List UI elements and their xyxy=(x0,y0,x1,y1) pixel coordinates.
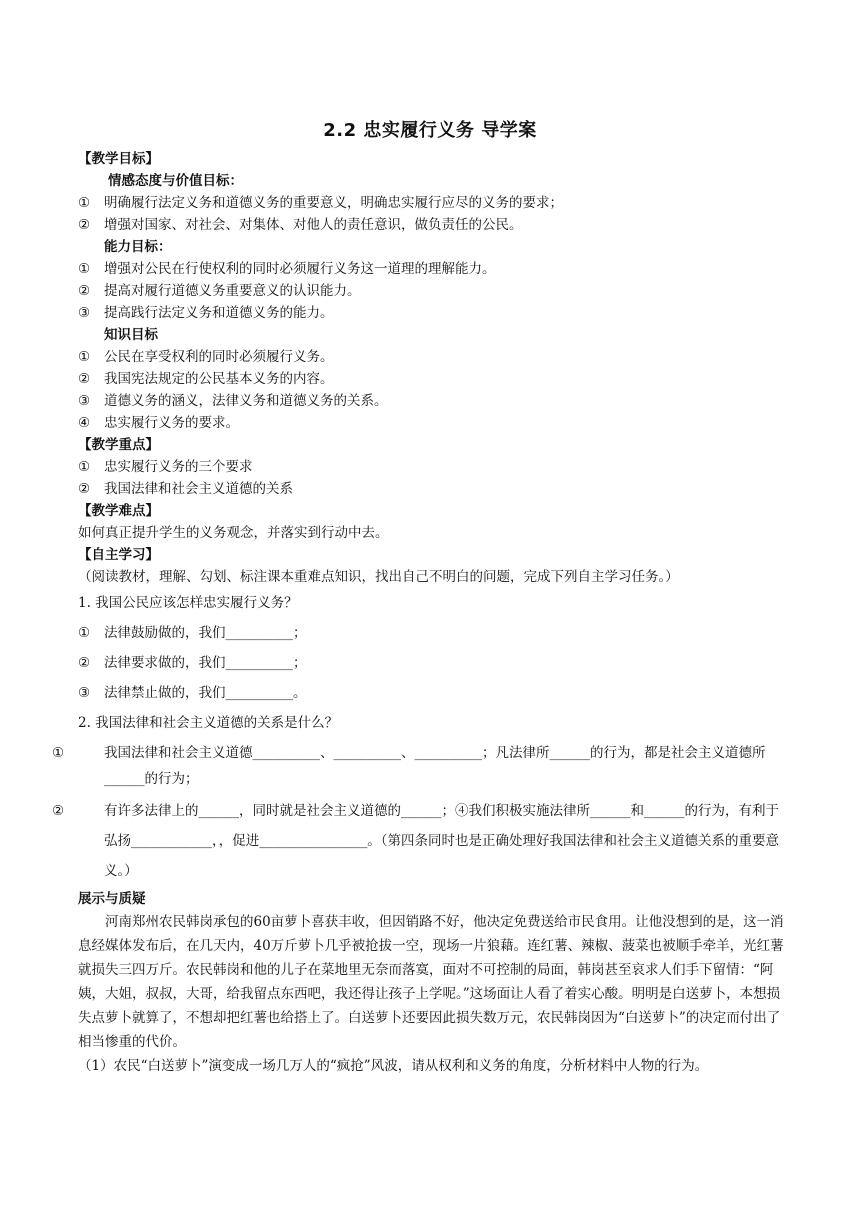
list-item xyxy=(52,740,790,792)
item-number: ② xyxy=(78,217,91,233)
item-number: ① xyxy=(78,261,91,277)
list-item xyxy=(78,302,790,324)
list-item xyxy=(78,678,790,708)
item-text: 我国法律和社会主义道德的关系 xyxy=(104,481,293,497)
item-text: 增强对国家、对社会、对集体、对他人的责任意识，做负责任的公民。 xyxy=(104,217,523,233)
item-text: 提高对履行道德义务重要意义的认识能力。 xyxy=(104,283,361,299)
item-number: ② xyxy=(78,655,91,671)
list-item xyxy=(78,456,790,478)
item-number: ② xyxy=(78,283,91,299)
item-number: ① xyxy=(78,459,91,475)
item-text: 忠实履行义务的要求。 xyxy=(104,415,239,431)
case-paragraph: 河南郑州农民韩岗承包的60亩萝卜喜获丰收，但因销路不好，他决定免费送给市民食用。让他没想到的是，这一消息经媒体发布后，在几天内，40万斤萝卜几乎被抢拔一空，现场一片狼藉。连红薯、辣椒、菠菜也被顺手牵羊，光红薯就损失三四万斤。农民韩岗和他的儿子在菜地里无奈而落寞，面对不可控制的局面，韩岗甚至哀求人们手下留情：“阿姨，大姐，叔叔，大哥，给我留点东西吧，我还得让孩子上学呢。”这场面让人看了着实心酸。明明是白送萝卜，本想损失点萝卜就算了，不想却把红薯也给搭上了。白送萝卜还要因此损失数万元，农民韩岗因为“白送萝卜”的决定而付出了相当惨重的代价。 xyxy=(78,914,784,1050)
item-text: 忠实履行义务的三个要求 xyxy=(104,459,253,475)
item-number: ① xyxy=(78,195,91,211)
item-text: 法律鼓励做的，我们__________； xyxy=(104,625,307,641)
list-item xyxy=(78,390,790,412)
item-text: 法律要求做的，我们__________； xyxy=(104,655,307,671)
item-number: ② xyxy=(52,803,65,819)
question-text: （1）农民“白送萝卜”演变成一场几万人的“疯抢”风波，请从权利和义务的角度，分析材料中人物的行为。 xyxy=(78,1058,709,1074)
item-number: ② xyxy=(78,481,91,497)
section-heading-difficulty: 【教学难点】 xyxy=(78,503,159,519)
subheading-ability: 能力目标： xyxy=(104,239,172,255)
self-study-instruction: （阅读教材，理解、勾划、标注课本重难点知识，找出自己不明白的问题，完成下列自主学习任务。） xyxy=(78,569,679,585)
section-heading-self-study: 【自主学习】 xyxy=(78,547,159,563)
item-text: 明确履行法定义务和道德义务的重要意义，明确忠实履行应尽的义务的要求； xyxy=(104,195,563,211)
subheading-emotion: 情感态度与价值目标： xyxy=(108,173,243,189)
item-text: 我国法律和社会主义道德__________、__________、__________；凡法律所______的行为，都是社会主义道德所______的行为； xyxy=(104,745,766,787)
difficulty-text: 如何真正提升学生的义务观念，并落实到行动中去。 xyxy=(78,525,389,541)
list-item xyxy=(78,280,790,302)
list-item xyxy=(78,412,790,434)
list-item xyxy=(78,258,790,280)
list-item xyxy=(78,648,790,678)
item-text: 法律禁止做的，我们__________。 xyxy=(104,685,307,701)
item-text: 道德义务的涵义，法律义务和道德义务的关系。 xyxy=(104,393,388,409)
list-item xyxy=(78,192,790,214)
page-title: 2.2 忠实履行义务 导学案 xyxy=(323,120,537,141)
list-item xyxy=(78,368,790,390)
item-number: ① xyxy=(52,745,65,761)
item-number: ① xyxy=(78,625,91,641)
item-text: 增强对公民在行使权利的同时必须履行义务这一道理的理解能力。 xyxy=(104,261,496,277)
list-item xyxy=(78,618,790,648)
document-body xyxy=(52,148,790,1078)
item-number: ③ xyxy=(78,685,91,701)
section-heading-goals: 【教学目标】 xyxy=(78,151,159,167)
question-1: 1. 我国公民应该怎样忠实履行义务？ xyxy=(78,595,298,611)
question-2: 2. 我国法律和社会主义道德的关系是什么？ xyxy=(78,715,339,731)
item-number: ③ xyxy=(78,393,91,409)
subheading-knowledge: 知识目标 xyxy=(104,327,158,343)
item-text: 有许多法律上的______，同时就是社会主义道德的______；④我们积极实施法律所______和______的行为，有利于弘扬____________，，促进________________。（第四条同时也是正确处理好我国法律和社会主义道德关系的重要意义。） xyxy=(104,803,779,879)
item-text: 公民在享受权利的同时必须履行义务。 xyxy=(104,349,334,365)
item-number: ② xyxy=(78,371,91,387)
list-item xyxy=(52,796,790,886)
item-number: ④ xyxy=(78,415,91,431)
section-heading-key-points: 【教学重点】 xyxy=(78,437,159,453)
item-number: ③ xyxy=(78,305,91,321)
list-item xyxy=(78,214,790,236)
list-item xyxy=(78,346,790,368)
section-heading-display: 展示与质疑 xyxy=(78,891,146,907)
list-item xyxy=(78,478,790,500)
item-number: ① xyxy=(78,349,91,365)
item-text: 我国宪法规定的公民基本义务的内容。 xyxy=(104,371,334,387)
item-text: 提高践行法定义务和道德义务的能力。 xyxy=(104,305,334,321)
